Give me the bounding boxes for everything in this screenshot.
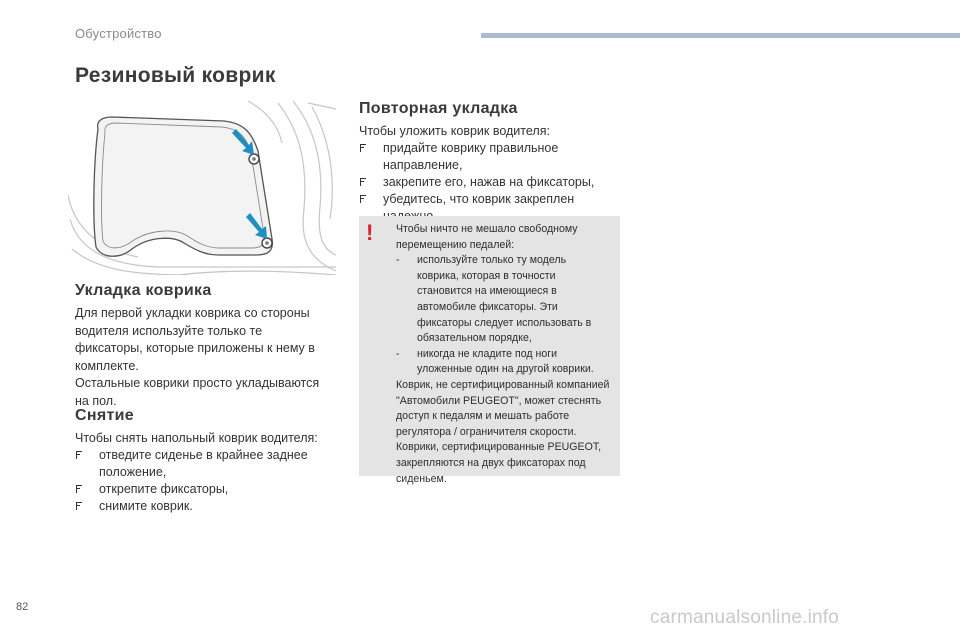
list-item	[75, 481, 345, 498]
note-line: коврика, которая в точности	[417, 269, 556, 282]
step-line: придайте коврику правильное	[383, 141, 559, 155]
step-line: положение,	[99, 465, 167, 479]
step-line: снимите коврик.	[99, 499, 193, 513]
page-title: Резиновый коврик	[75, 64, 276, 87]
laying-line: Остальные коврики просто укладываются	[75, 376, 320, 390]
removal-heading: Снятие	[75, 407, 134, 424]
note-line: регулятора / ограничителя скорости.	[396, 425, 577, 438]
list-item	[359, 140, 621, 174]
warning-note-text	[396, 222, 612, 487]
watermark: carmanualsonline.info	[650, 607, 840, 628]
note-line: Коврики, сертифицированные PEUGEOT,	[396, 441, 602, 454]
dash-marker: -	[396, 347, 400, 360]
list-item	[359, 174, 621, 191]
laying-line: комплекте.	[75, 358, 139, 373]
refitting-steps	[359, 140, 621, 225]
step-line: убедитесь, что коврик закреплен	[383, 192, 575, 206]
floor-mat-illustration	[68, 99, 338, 275]
note-line: автомобиле фиксаторы. Эти	[417, 300, 558, 313]
arrow-bullet-icon	[359, 144, 367, 152]
list-item	[75, 498, 345, 515]
note-list-item	[396, 347, 612, 378]
removal-steps	[75, 447, 345, 515]
refitting-intro: Чтобы уложить коврик водителя:	[359, 124, 550, 138]
note-line: сиденьем.	[396, 472, 447, 485]
note-line: закрепляются на двух фиксаторах под	[396, 456, 586, 469]
arrow-bullet-icon	[359, 195, 367, 203]
step-line: отведите сиденье в крайнее заднее	[99, 448, 308, 462]
note-line: никогда не кладите под ноги	[417, 347, 558, 360]
page-number: 82	[16, 601, 29, 613]
laying-line: фиксаторы, которые приложены к нему в	[75, 341, 315, 355]
step-line: открепите фиксаторы,	[99, 482, 229, 496]
arrow-bullet-icon	[359, 178, 367, 186]
step-line: направление,	[383, 158, 463, 172]
warning-exclamation-icon: !	[366, 220, 374, 245]
note-line: обязательном порядке,	[417, 332, 532, 345]
note-line: фиксаторы следует использовать в	[417, 316, 592, 329]
refitting-heading: Повторная укладка	[359, 100, 518, 117]
removal-intro: Чтобы снять напольный коврик водителя:	[75, 431, 318, 445]
laying-line: на пол.	[75, 393, 117, 408]
note-line: доступ к педалям и мешать работе	[396, 410, 570, 423]
note-line: "Автомобили PEUGEOT", может стеснять	[396, 394, 602, 407]
laying-heading: Укладка коврика	[75, 282, 212, 299]
note-line: используйте только ту модель	[417, 254, 567, 267]
laying-line: Для первой укладки коврика со стороны	[75, 306, 310, 320]
note-list-item	[396, 253, 612, 347]
arrow-bullet-icon	[75, 451, 83, 459]
note-line: Коврик, не сертифицированный компанией	[396, 378, 610, 391]
note-line: перемещению педалей:	[396, 238, 515, 251]
section-header: Обустройство	[75, 26, 162, 41]
step-line: закрепите его, нажав на фиксаторы,	[383, 175, 595, 189]
note-line: уложенные один на другой коврики.	[417, 363, 594, 376]
header-bar	[481, 33, 960, 38]
note-line: становится на имеющиеся в	[417, 285, 557, 298]
dash-marker: -	[396, 254, 400, 267]
arrow-bullet-icon	[75, 485, 83, 493]
list-item	[75, 447, 345, 481]
arrow-bullet-icon	[75, 502, 83, 510]
laying-text	[75, 305, 345, 410]
laying-line: водителя используйте только те	[75, 323, 263, 338]
note-line: Чтобы ничто не мешало свободному	[396, 223, 578, 235]
